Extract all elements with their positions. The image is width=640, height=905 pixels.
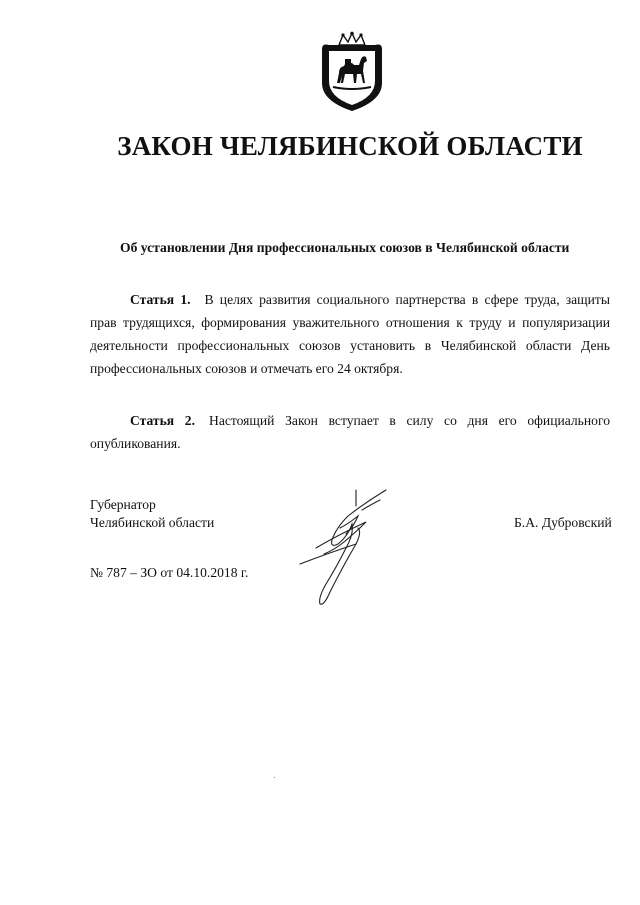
signature-icon (296, 488, 390, 608)
article-2 (90, 409, 610, 455)
signatory-title-line2: Челябинской области (90, 515, 215, 530)
scan-artifact (274, 777, 275, 778)
article-1-label: Статья 1. (130, 292, 191, 307)
coat-of-arms-icon (317, 31, 387, 113)
signatory-title-line1: Губернатор (90, 497, 156, 512)
article-2-label: Статья 2. (130, 413, 195, 428)
article-1 (90, 288, 610, 380)
document-subject: Об установлении Дня профессиональных союзов в Челябинской области (120, 240, 570, 255)
document-title: ЗАКОН ЧЕЛЯБИНСКОЙ ОБЛАСТИ (117, 131, 583, 161)
law-number: № 787 – ЗО от 04.10.2018 г. (90, 565, 249, 580)
article-1-text: В целях развития социального партнерства в сфере труда, защиты прав трудящихся, формирования уважительного отношения к труду и популяризации деятельности профессиональных союзов установить в Челябинской области День профессиональных союзов и отмечать его 24 октября. (90, 292, 611, 376)
signatory-name: Б.А. Дубровский (514, 515, 612, 530)
article-2-text: Настоящий Закон вступает в силу со дня его официального опубликования. (90, 413, 610, 451)
